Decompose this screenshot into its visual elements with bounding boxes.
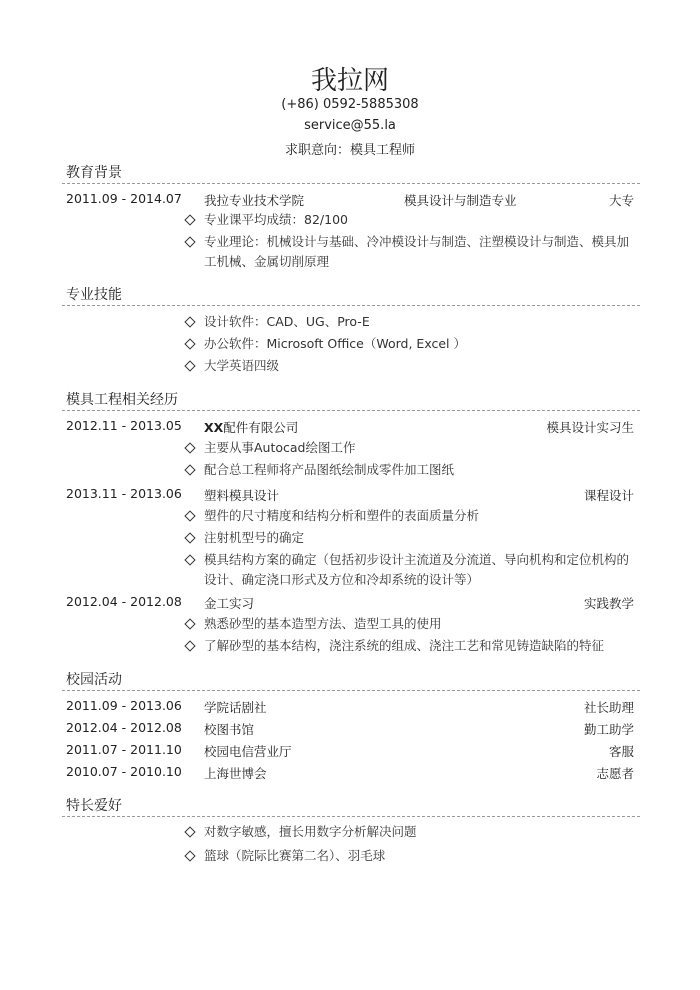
diamond-bullet-icon — [184, 316, 195, 327]
diamond-bullet-icon — [184, 826, 195, 837]
campus-role: 客服 — [608, 744, 634, 759]
diamond-bullet-icon — [184, 214, 195, 225]
section-title-education: 教育背景 — [66, 165, 122, 181]
experience-date: 2012.11 - 2013.05 — [66, 418, 182, 433]
experience-org: 金工实习 — [204, 596, 255, 611]
experience-role: 课程设计 — [583, 488, 634, 503]
education-date: 2011.09 - 2014.07 — [66, 191, 182, 206]
list-item: 注射机型号的确定 — [186, 528, 636, 548]
campus-role: 勤工助学 — [583, 722, 634, 737]
experience-role: 模具设计实习生 — [546, 420, 634, 435]
experience-role: 实践教学 — [583, 596, 634, 611]
section-title-experience: 模具工程相关经历 — [66, 392, 178, 408]
campus-org: 校园电信营业厅 — [204, 744, 292, 759]
list-item: 办公软件：Microsoft Office（Word, Excel ） — [186, 334, 636, 354]
list-item: 模具结构方案的确定（包括初步设计主流道及分流道、导向机构和定位机构的设计、确定浇口形式及方位和冷却系统的设计等） — [186, 550, 636, 590]
list-item: 了解砂型的基本结构，浇注系统的组成、浇注工艺和常见铸造缺陷的特征 — [186, 636, 636, 656]
diamond-bullet-icon — [184, 640, 195, 651]
section-divider — [62, 183, 640, 184]
list-item: 塑件的尺寸精度和结构分析和塑件的表面质量分析 — [186, 506, 636, 526]
section-title-hobbies: 特长爱好 — [66, 798, 122, 814]
education-degree: 大专 — [608, 193, 634, 208]
list-item: 对数字敏感，擅长用数字分析解决问题 — [186, 822, 636, 842]
campus-date: 2011.07 - 2011.10 — [66, 742, 182, 757]
diamond-bullet-icon — [184, 618, 195, 629]
diamond-bullet-icon — [184, 554, 195, 565]
campus-role: 社长助理 — [583, 700, 634, 715]
campus-role: 志愿者 — [596, 766, 634, 781]
diamond-bullet-icon — [184, 360, 195, 371]
education-school: 我拉专业技术学院 — [204, 193, 305, 208]
education-major: 模具设计与制造专业 — [404, 193, 517, 208]
campus-date: 2011.09 - 2013.06 — [66, 698, 182, 713]
diamond-bullet-icon — [184, 464, 195, 475]
diamond-bullet-icon — [184, 442, 195, 453]
phone-number: (+86) 0592-5885308 — [281, 97, 419, 112]
campus-date: 2012.04 - 2012.08 — [66, 720, 182, 735]
campus-org: 学院话剧社 — [204, 700, 267, 715]
list-item: 专业课平均成绩：82/100 — [186, 210, 636, 230]
diamond-bullet-icon — [184, 850, 195, 861]
experience-org-prefix: XX — [204, 420, 224, 435]
experience-date: 2013.11 - 2013.06 — [66, 486, 182, 501]
list-item: 熟悉砂型的基本造型方法、造型工具的使用 — [186, 614, 636, 634]
diamond-bullet-icon — [184, 236, 195, 247]
section-divider — [62, 305, 640, 306]
diamond-bullet-icon — [184, 338, 195, 349]
experience-org: 塑料模具设计 — [204, 488, 280, 503]
diamond-bullet-icon — [184, 510, 195, 521]
job-objective: 求职意向：模具工程师 — [284, 143, 415, 158]
experience-date: 2012.04 - 2012.08 — [66, 594, 182, 609]
list-item: 大学英语四级 — [186, 356, 636, 376]
campus-date: 2010.07 - 2010.10 — [66, 764, 182, 779]
list-item: 篮球（院际比赛第二名）、羽毛球 — [186, 846, 636, 866]
experience-org — [204, 418, 298, 436]
campus-org: 上海世博会 — [204, 766, 267, 781]
email-address: service@55.la — [304, 118, 396, 133]
section-divider — [62, 410, 640, 411]
campus-org: 校图书馆 — [204, 722, 255, 737]
list-item: 专业理论：机械设计与基础、冷冲模设计与制造、注塑模设计与制造、模具加工机械、金属切削原理 — [186, 232, 636, 272]
list-item: 配合总工程师将产品图纸绘制成零件加工图纸 — [186, 460, 636, 480]
section-divider — [62, 816, 640, 817]
section-divider — [62, 690, 640, 691]
diamond-bullet-icon — [184, 532, 195, 543]
section-title-campus: 校园活动 — [66, 672, 122, 688]
experience-org-name: 配件有限公司 — [223, 420, 299, 435]
resume-name: 我拉网 — [310, 66, 389, 96]
section-title-skills: 专业技能 — [66, 287, 122, 303]
list-item: 设计软件：CAD、UG、Pro-E — [186, 312, 636, 332]
list-item: 主要从事Autocad绘图工作 — [186, 438, 636, 458]
